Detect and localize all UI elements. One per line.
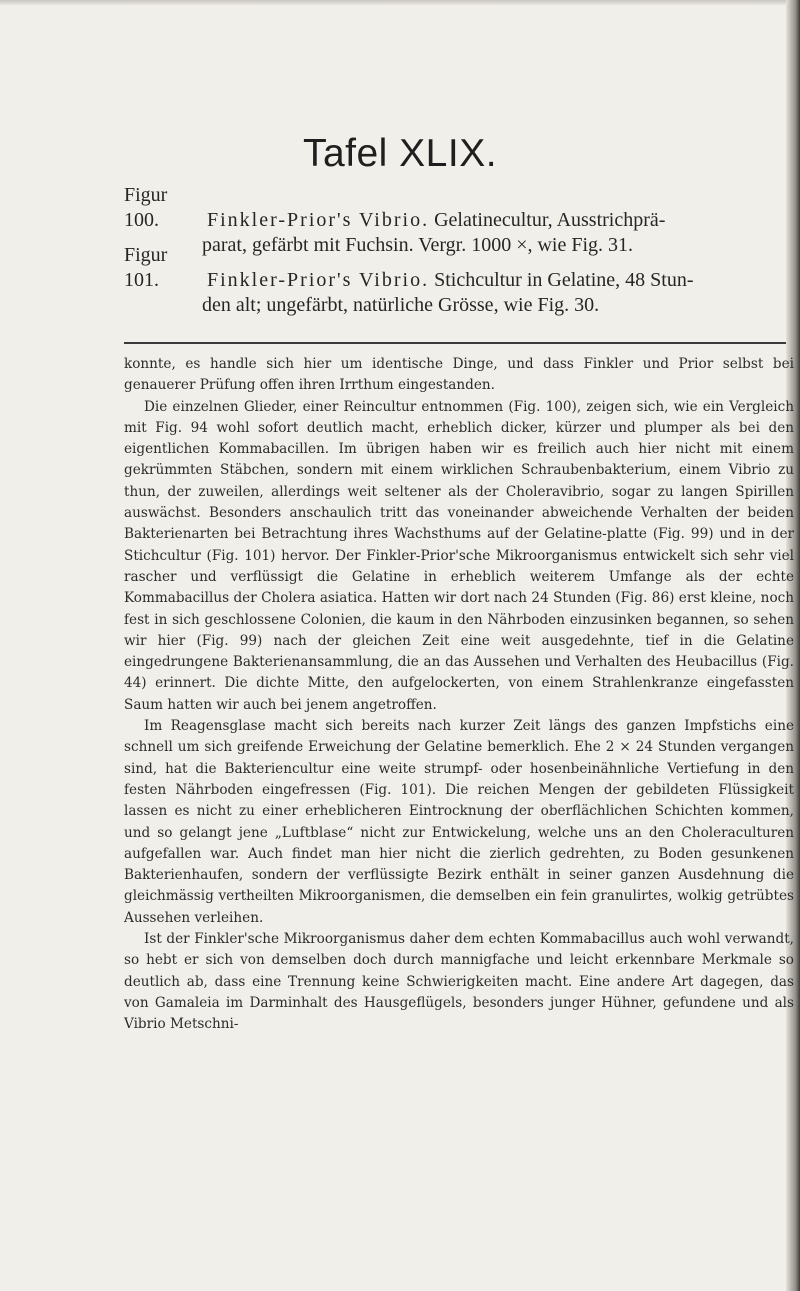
caption-line: Gelatinecultur, Ausstrichprä- [434, 209, 666, 231]
page-top-shadow [0, 0, 800, 6]
figure-subject: Finkler-Prior's Vibrio. [207, 209, 430, 231]
caption-line: den alt; ungefärbt, natürliche Grösse, wie Fig. 30. [202, 294, 600, 316]
plate-title: Tafel XLIX. [302, 132, 498, 175]
figure-caption-101 [124, 243, 764, 318]
caption-line: Stichcultur in Gelatine, 48 Stun- [434, 269, 694, 291]
figure-subject: Finkler-Prior's Vibrio. [207, 269, 430, 291]
figure-label: Figur 100. [124, 184, 168, 231]
paragraph: Im Reagensglase macht sich bereits nach kurzer Zeit längs des ganzen Impfstichs eine schnell um sich greifende Erweichung der Gelatine bemerklich. Ehe 2 × 24 Stunden vergangen sind, hat die Bakteriencultur eine weite strumpf- oder hosenbeinähnliche Vertiefung in den festen Nährboden eingefressen (Fig. 101). Die reichen Mengen der gebildeten Flüssigkeit lassen es nicht zu einer erheblicheren Eintrocknung der oberflächlichen Schichten kommen, und so gelangt jene „Luftblase“ nicht zur Entwickelung, welche uns an den Choleraculturen aufgefallen war. Auch findet man hier nicht die zierlich gedrehten, zu Boden gesunkenen Bakterienhaufen, sondern der verflüssigte Bezirk enthält in seiner ganzen Ausdehnung die gleichmässig vertheilten Mikroorganismen, die demselben ein fein granulirtes, wolkig getrübtes Aussehen verleihen. [124, 718, 794, 926]
caption-line: parat, gefärbt mit Fuchsin. Vergr. 1000 ×, wie Fig. 31. [202, 234, 634, 256]
section-divider [124, 342, 786, 344]
paragraph: Ist der Finkler'sche Mikroorganismus daher dem echten Kommabacillus auch wohl verwandt, so hebt er sich von demselben doch durch mannigfache und leicht erkennbare Merkmale so deutlich ab, dass eine Trennung keine Schwierigkeiten macht. Eine andere Art dagegen, das von Gamaleia im Darminhalt des Hausgeflügels, besonders junger Hühner, gefundene und als Vibrio Metschni- [124, 931, 794, 1033]
figure-label: Figur 101. [124, 244, 168, 291]
paragraph: konnte, es handle sich hier um identische Dinge, und dass Finkler und Prior selbst bei genauerer Prüfung offen ihren Irrthum eingestanden. [124, 356, 794, 394]
body-text [124, 354, 794, 1036]
paragraph: Die einzelnen Glieder, einer Reincultur entnommen (Fig. 100), zeigen sich, wie ein Vergleich mit Fig. 94 wohl sofort deutlich macht, erheblich dicker, kürzer und plumper als bei den eigentlichen Kommabacillen. Im übrigen haben wir es freilich auch hier nicht mit einem gekrümmten Stäbchen, sondern mit einem wirklichen Schraubenbakterium, einem Vibrio zu thun, der zuweilen, allerdings weit seltener als der Choleravibrio, sogar zu langen Spirillen auswächst. Besonders anschaulich tritt das voneinander abweichende Verhalten der beiden Bakterienarten bei Betrachtung ihres Wachsthums auf der Gelatine-platte (Fig. 99) und in der Stichcultur (Fig. 101) hervor. Der Finkler-Prior'sche Mikroorganismus entwickelt sich sehr viel rascher und verflüssigt die Gelatine in erheblich weiterem Umfange als der echte Kommabacillus der Cholera asiatica. Hatten wir dort nach 24 Stunden (Fig. 86) erst kleine, noch fest in sich geschlossene Colonien, die kaum in den Nährboden einzusinken begannen, so sehen wir hier (Fig. 99) nach der gleichen Zeit eine weit ausgedehnte, tief in die Gelatine eingedrungene Bakterienansammlung, die an das Aussehen und Verhalten des Heubacillus (Fig. 44) erinnert. Die dichte Mitte, den aufgelockerten, von einem Strahlenkranze eingefassten Saum hatten wir auch bei jenem angetroffen. [124, 398, 794, 713]
